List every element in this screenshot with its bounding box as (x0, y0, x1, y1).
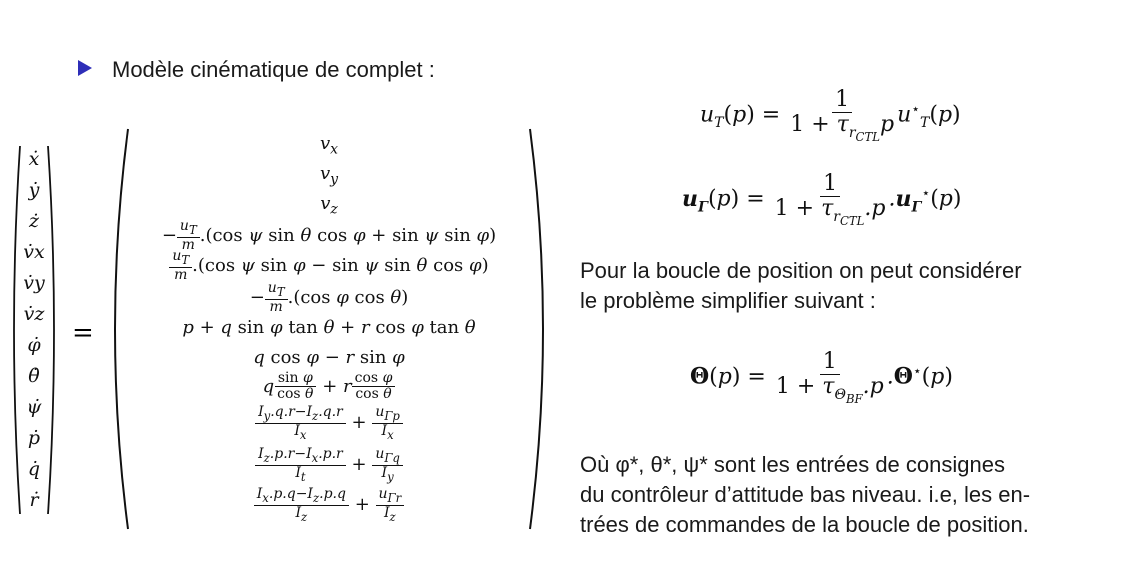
paragraph-line: Où φ*, θ*, ψ* sont les entrées de consignes (580, 452, 1005, 477)
state-vector-entry: ẋ (28, 148, 40, 170)
section-heading: Modèle cinématique de complet : (112, 57, 435, 82)
rhs-row-8: q cos φ − r sin φ (253, 347, 405, 368)
rhs-row-6: − $\frac{u_T}{m}$ .(cos φ cos θ) (249, 280, 409, 315)
model-rhs (106, 125, 552, 533)
state-vector-entry: q̇ (27, 458, 41, 480)
equals-sign: = (72, 318, 94, 348)
rhs-row-4: − $\frac{u_T}{m}$ .(cos ψ sin θ cos φ + sin ψ sin φ) (161, 218, 497, 253)
rhs-row-5: $\frac{u_T}{m}$ .(cos ψ sin φ − sin ψ sin θ cos φ) (106, 249, 552, 283)
state-vector-entry: φ̇ (27, 334, 41, 356)
state-vector-entry: ṙ (29, 489, 39, 511)
rhs-row-2: $v_y$ (319, 163, 339, 188)
paragraph-line: le problème simplifier suivant : (580, 288, 876, 313)
rhs-row-1: $v_x$ (319, 133, 339, 158)
state-vector-entry: ψ̇ (26, 396, 42, 418)
state-vector-entry: θ̇ (28, 365, 40, 387)
state-vector-entry: v̇y (23, 272, 45, 294)
rhs-row-12: $\frac{I_x.p.q-I_z.p.q}{I_z}$ + $\frac{u_{\Gamma r}}{I_z}$ (106, 487, 552, 523)
state-vector-entry: v̇x (23, 241, 45, 263)
state-vector (8, 140, 60, 520)
bullet-triangle-icon (78, 60, 92, 76)
rhs-row-9: q $\frac{\text{sin φ}}{\text{cos θ}}$ + r $\frac{\text{cos φ}}{\text{cos θ}}$ (106, 371, 552, 403)
state-vector-entry: v̇z (23, 303, 45, 325)
state-vector-entry: ẏ (28, 179, 40, 201)
paragraph-line: trées de commandes de la boucle de position. (580, 512, 1029, 537)
paragraph-line: Pour la boucle de position on peut considérer (580, 258, 1022, 283)
rhs-row-3: $v_z$ (320, 193, 338, 218)
rhs-row-10: $\frac{I_y.q.r-I_z.q.r}{I_x}$ + $\frac{u_{\Gamma p}}{I_x}$ (106, 405, 552, 441)
thrust-equation: $u_T(p)$ = $\frac{1}{1 + \tau_{r_{CTL}}p}$ $u^⋆_T(p)$ (700, 87, 961, 144)
paragraph-line: du contrôleur d’attitude bas niveau. i.e, les en- (580, 482, 1031, 507)
state-vector-entry: ż (28, 210, 39, 232)
paragraph-setpoints (580, 450, 1100, 540)
rhs-row-11: $\frac{I_z.p.r-I_x.p.r}{I_t}$ + $\frac{u_{\Gamma q}}{I_y}$ (106, 447, 552, 483)
rhs-row-7: p + q sin φ tan θ + r cos φ tan θ (182, 317, 476, 338)
attitude-equation: Θ(p) = $\frac{1}{1 + \tau_{\Theta_{BF}}.p}$ .Θ⋆(p) (690, 349, 953, 406)
torque-equation: $u_\Gamma(p)$ = $\frac{1}{1 + \tau_{r_{CTL}}.p}$ $.u_\Gamma^⋆(p)$ (682, 171, 962, 228)
state-vector-entry: ṗ (27, 427, 41, 449)
paragraph-position-loop (580, 256, 1100, 316)
